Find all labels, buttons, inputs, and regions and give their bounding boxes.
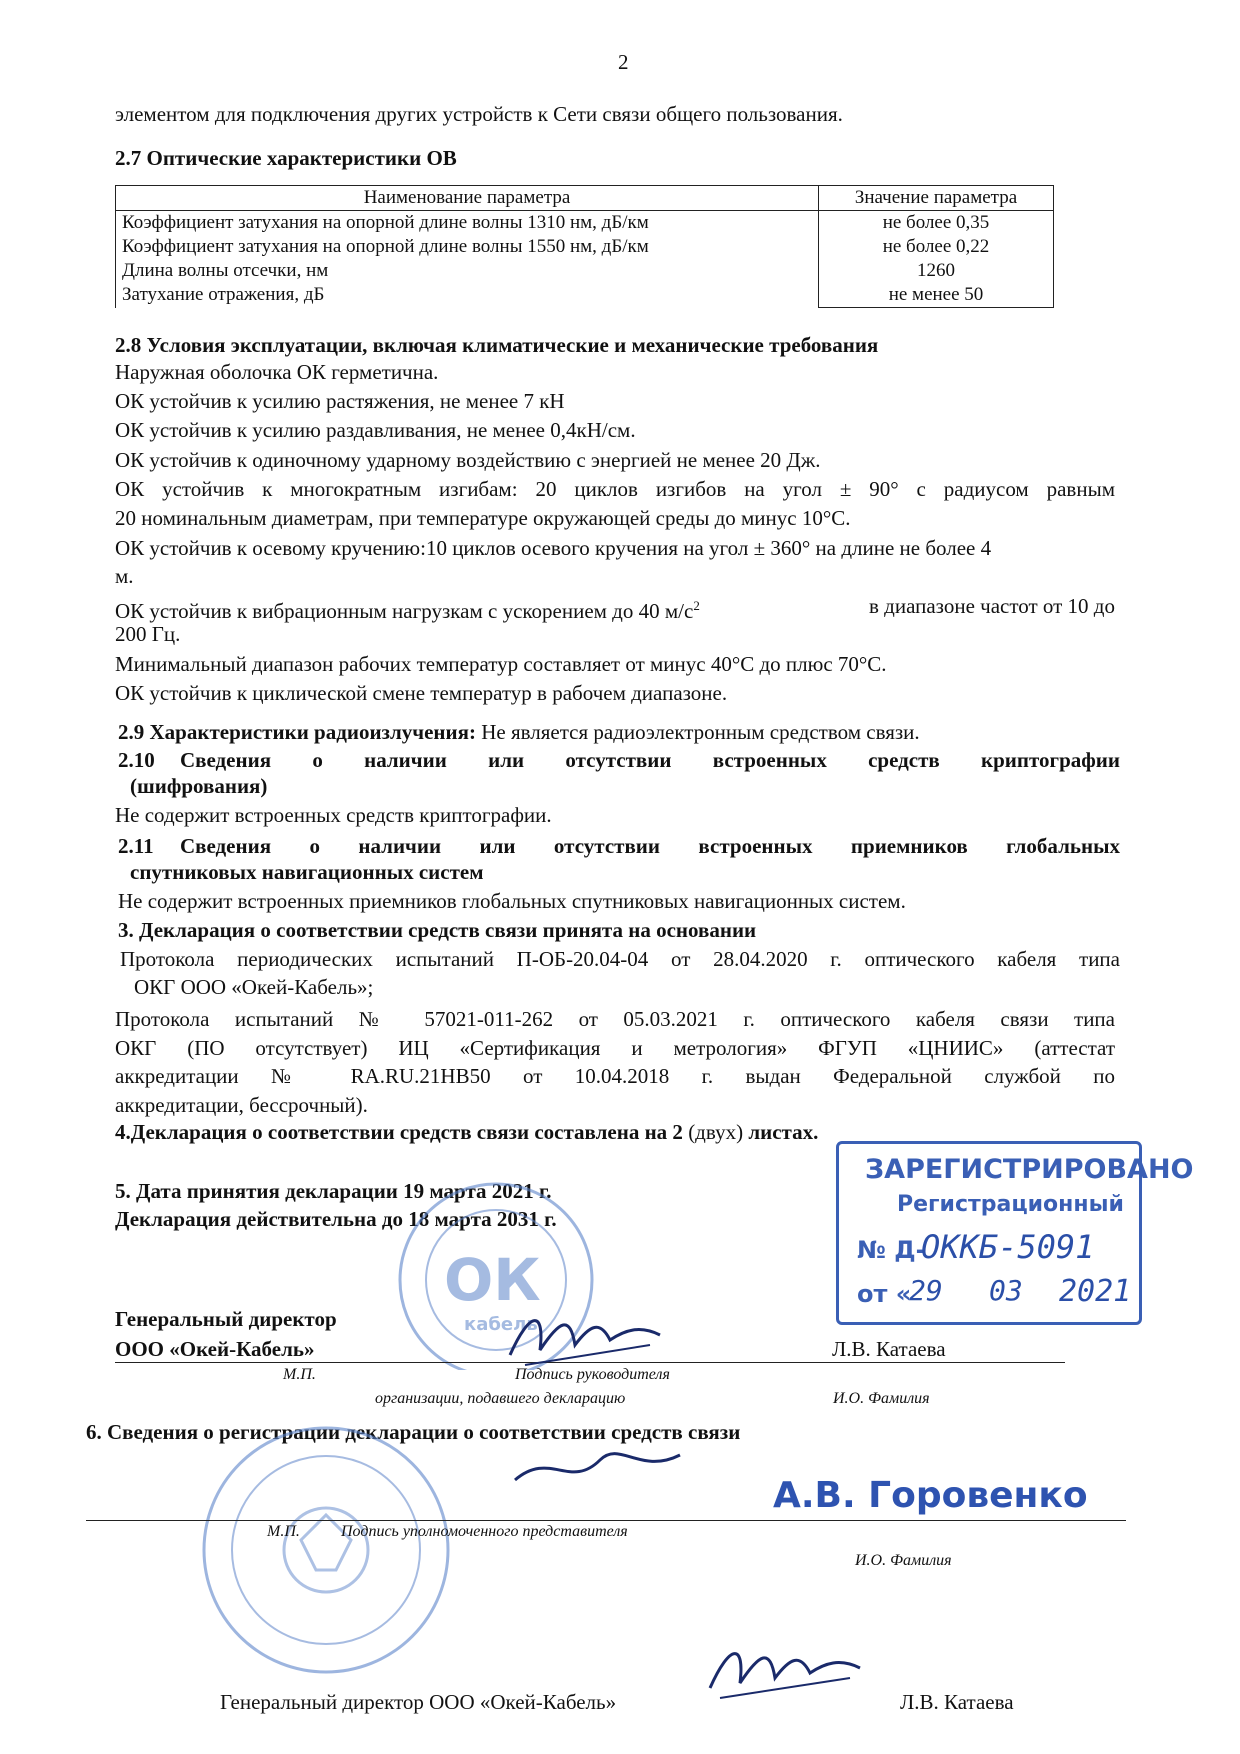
section-2-10-text: Не содержит встроенных средств криптографии. [115,803,552,827]
section-3-p2c: аккредитации № RA.RU.21НВ50 от 10.04.2018 г. выдан Федеральной службой по [115,1064,1115,1088]
signer-name: Л.В. Катаева [832,1337,946,1361]
s28-line-2: ОК устойчив к усилию растяжения, не менее 7 кН [115,389,565,413]
seal-logo-sub: кабель [464,1314,538,1335]
s28-line-7a-text: ОК устойчив к вибрационным нагрузкам с ускорением до 40 м/с [115,599,694,623]
section-4-c: листах. [748,1120,819,1144]
section-3-p1a: Протокола периодических испытаний П-ОБ-20.04-04 от 28.04.2020 г. оптического кабеля типа [120,947,1120,971]
stamp-registered: ЗАРЕГИСТРИРОВАНО [865,1154,1194,1185]
section-5-line-1: 5. Дата принятия декларации 19 марта 2021 г. [115,1179,552,1203]
stamp-date-prefix: от « [857,1280,912,1308]
s28-line-1: Наружная оболочка ОК герметична. [115,360,439,384]
section-2-8-title: 2.8 Условия эксплуатации, включая климатические и механические требования [115,333,879,357]
section-2-10-title-a: Сведения о наличии или отсутствии встроенных средств криптографии [180,748,1120,772]
intro-line: элементом для подключения других устройств к Сети связи общего пользования. [115,102,843,126]
stamp-number-prefix: № Д- [857,1236,926,1264]
authorized-name-stamp: А.В. Горовенко [773,1475,1088,1516]
mp-label-2: М.П. [267,1523,300,1540]
signature-katayeva-2 [700,1628,870,1708]
row-1-name: Коэффициент затухания на опорной длине волны 1310 нм, дБ/км [122,212,649,233]
section-6-title: 6. Сведения о регистрации декларации о соответствии средств связи [86,1420,741,1444]
row-4-name: Затухание отражения, дБ [122,284,325,305]
section-2-11-title-a: Сведения о наличии или отсутствии встроенных приемников глобальных [180,834,1120,858]
stamp-day: 29 [909,1274,943,1307]
s28-line-9: ОК устойчив к циклической смене температур в рабочем диапазоне. [115,681,728,705]
section-2-9 [118,718,920,746]
row-4-value: не менее 50 [888,284,984,305]
table-header-value: Значение параметра [819,186,1054,211]
row-1-value: не более 0,35 [882,212,990,233]
stamp-month: 03 [989,1274,1023,1307]
signature-line-2 [86,1520,1126,1521]
section-3-p1b: ОКГ ООО «Окей-Кабель»; [134,975,374,999]
s28-line-7a [115,592,1115,625]
section-2-11-title-b: спутниковых навигационных систем [130,860,484,884]
table-row-value [819,211,1054,308]
section-2-10-title-b: (шифрования) [130,774,268,798]
section-2-11-text: Не содержит встроенных приемников глобальных спутниковых навигационных систем. [118,889,906,913]
registration-stamp [836,1141,1194,1325]
sign-caption-b: организации, подавшего декларацию [375,1390,626,1407]
section-2-9-title: 2.9 Характеристики радиоизлучения: [118,720,476,744]
section-3-p2a: Протокола испытаний № 57021-011-262 от 05.03.2021 г. оптического кабеля связи типа [115,1007,1115,1031]
fio-label-1: И.О. Фамилия [833,1390,930,1407]
table-row-name [116,211,819,308]
section-4-b: (двух) [688,1120,744,1144]
signer-org: ООО «Окей-Кабель» [115,1337,315,1361]
s28-line-8: Минимальный диапазон рабочих температур составляет от минус 40°С до плюс 70°С. [115,652,887,676]
row-3-value: 1260 [917,260,955,281]
s28-line-5b: 20 номинальным диаметрам, при температуре окружающей среды до минус 10°С. [115,506,851,530]
signature-gorovenko [510,1430,690,1500]
s28-line-6b: м. [115,564,134,588]
stamp-year: 2021 [1059,1274,1132,1309]
footer-role: Генеральный директор ООО «Окей-Кабель» [220,1690,617,1714]
s28-superscript: 2 [693,598,700,613]
s28-line-4: ОК устойчив к одиночному ударному воздействию с энергией не менее 20 Дж. [115,448,821,472]
footer-name: Л.В. Катаева [900,1690,1014,1714]
section-4-a: 4.Декларация о соответствии средств связи составлена на 2 [115,1120,683,1144]
section-3-p2d: аккредитации, бессрочный). [115,1093,368,1117]
row-2-name: Коэффициент затухания на опорной длине волны 1550 нм, дБ/км [122,236,649,257]
page-number: 2 [618,50,629,74]
sign-caption-a: Подпись руководителя [515,1366,670,1383]
stamp-reg-label: Регистрационный [897,1192,1124,1217]
s28-line-3: ОК устойчив к усилию раздавливания, не менее 0,4кН/см. [115,418,636,442]
section-3-title: 3. Декларация о соответствии средств связи принята на основании [118,918,757,942]
seal-logo-text: ОК [444,1246,541,1314]
section-2-9-text: Не является радиоэлектронным средством связи. [481,720,920,744]
section-2-10-num: 2.10 [118,748,155,772]
section-5-line-2: Декларация действительна до 18 марта 2031 г. [115,1207,557,1231]
table-header-name: Наименование параметра [116,186,819,211]
s28-line-7c: в диапазоне частот от 10 до [868,594,1115,618]
s28-line-5a: ОК устойчив к многократным изгибам: 20 циклов изгибов на угол ± 90° с радиусом равным [115,477,1115,501]
section-3-p2b: ОКГ (ПО отсутствует) ИЦ «Сертификация и метрология» ФГУП «ЦНИИС» (аттестат [115,1036,1115,1060]
section-4 [115,1118,818,1146]
stamp-number: ОККБ-5091 [921,1228,1095,1266]
mp-label-1: М.П. [283,1366,316,1383]
s28-line-6a: ОК устойчив к осевому кручению:10 циклов осевого кручения на угол ± 360° на длине не более 4 [115,536,992,560]
s28-line-7b: 200 Гц. [115,622,181,646]
row-3-name: Длина волны отсечки, нм [122,260,329,281]
fio-label-2: И.О. Фамилия [855,1552,952,1569]
section-2-7-title: 2.7 Оптические характеристики ОВ [115,146,457,170]
ministry-seal [196,1420,456,1680]
signature-katayeva-1 [500,1300,670,1380]
section-2-11-num: 2.11 [118,834,154,858]
row-2-value: не более 0,22 [882,236,990,257]
optical-characteristics-table [115,185,1054,308]
sign-caption-2: Подпись уполномоченного представителя [341,1523,628,1540]
signer-role: Генеральный директор [115,1307,337,1331]
